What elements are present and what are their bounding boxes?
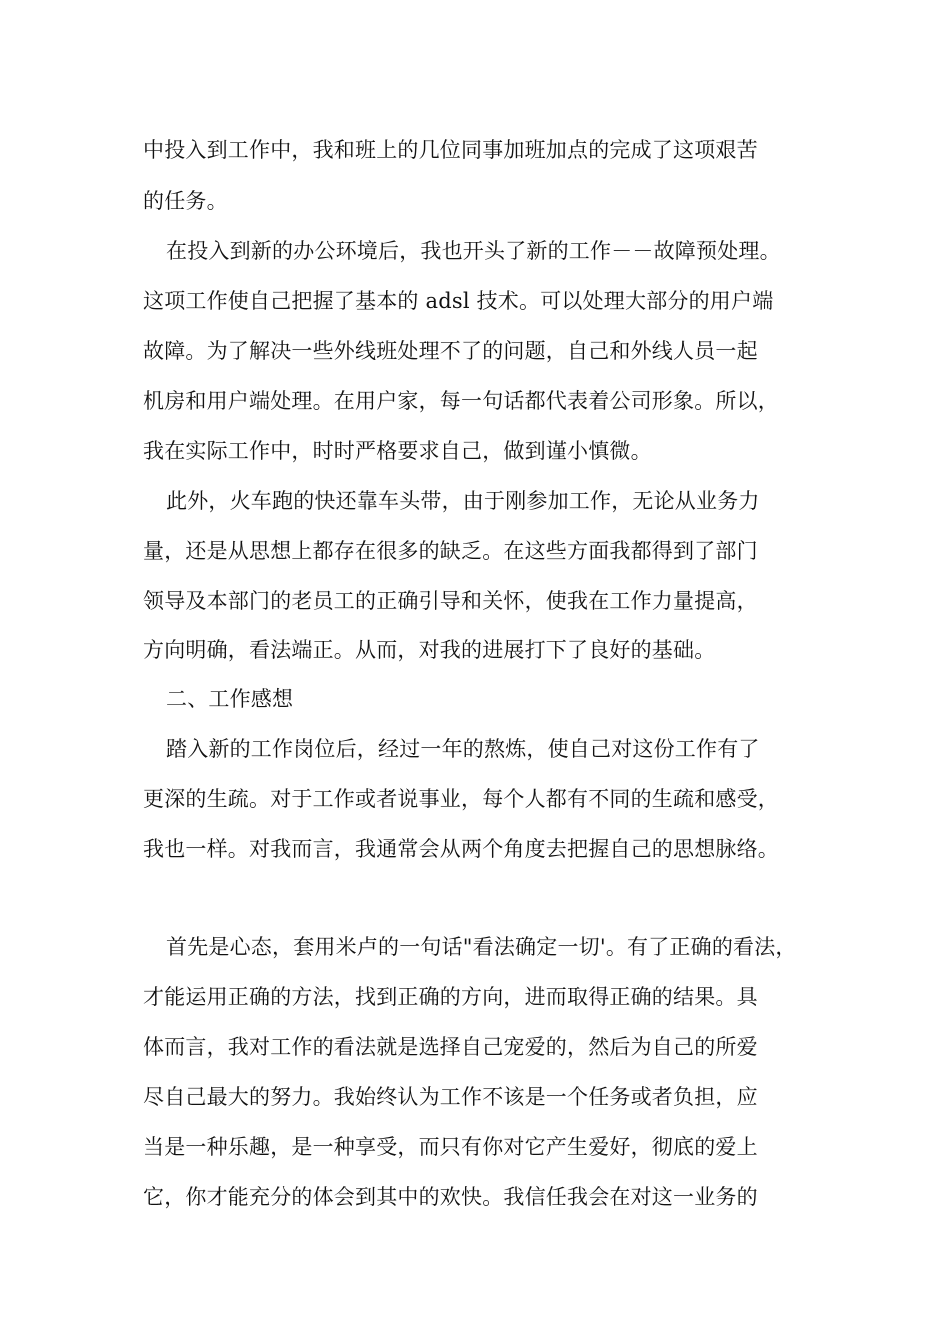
text-line: 尽自己最大的努力。我始终认为工作不该是一个任务或者负担，应: [143, 1085, 758, 1109]
text-line: 这项工作使自己把握了基本的 adsl 技术。可以处理大部分的用户端: [143, 289, 774, 313]
text-line: 我也一样。对我而言，我通常会从两个角度去把握自己的思想脉络。: [143, 837, 779, 861]
text-line: 当是一种乐趣，是一种享受，而只有你对它产生爱好，彻底的爱上: [143, 1135, 758, 1159]
text-line: 中投入到工作中，我和班上的几位同事加班加点的完成了这项艰苦: [143, 138, 758, 162]
paragraph-start-line: 在投入到新的办公环境后，我也开头了新的工作－－故障预处理。: [166, 239, 781, 263]
text-line: 我在实际工作中，时时严格要求自己，做到谨小慎微。: [143, 439, 652, 463]
paragraph-start-line: 首先是心态，套用米卢的一句话"看法确定一切'。有了正确的看法，: [166, 935, 797, 959]
paragraph-start-line: 此外，火车跑的快还靠车头带，由于刚参加工作，无论从业务力: [166, 489, 760, 513]
section-heading: 二、工作感想: [166, 687, 294, 711]
text-line: 领导及本部门的老员工的正确引导和关怀，使我在工作力量提高，: [143, 589, 758, 613]
paragraph-start-line: 踏入新的工作岗位后，经过一年的熬炼，使自己对这份工作有了: [166, 737, 760, 761]
text-line: 更深的生疏。对于工作或者说事业，每个人都有不同的生疏和感受，: [143, 787, 779, 811]
text-line: 才能运用正确的方法，找到正确的方向，进而取得正确的结果。具: [143, 985, 758, 1009]
text-line: 它，你才能充分的体会到其中的欢快。我信任我会在对这一业务的: [143, 1185, 758, 1209]
text-line: 方向明确，看法端正。从而，对我的进展打下了良好的基础。: [143, 638, 716, 662]
text-line: 量，还是从思想上都存在很多的缺乏。在这些方面我都得到了部门: [143, 539, 758, 563]
text-line: 体而言，我对工作的看法就是选择自己宠爱的，然后为自己的所爱: [143, 1035, 758, 1059]
text-line: 机房和用户端处理。在用户家，每一句话都代表着公司形象。所以，: [143, 389, 779, 413]
text-line: 故障。为了解决一些外线班处理不了的问题，自己和外线人员一起: [143, 339, 758, 363]
text-line: 的任务。: [143, 189, 228, 213]
